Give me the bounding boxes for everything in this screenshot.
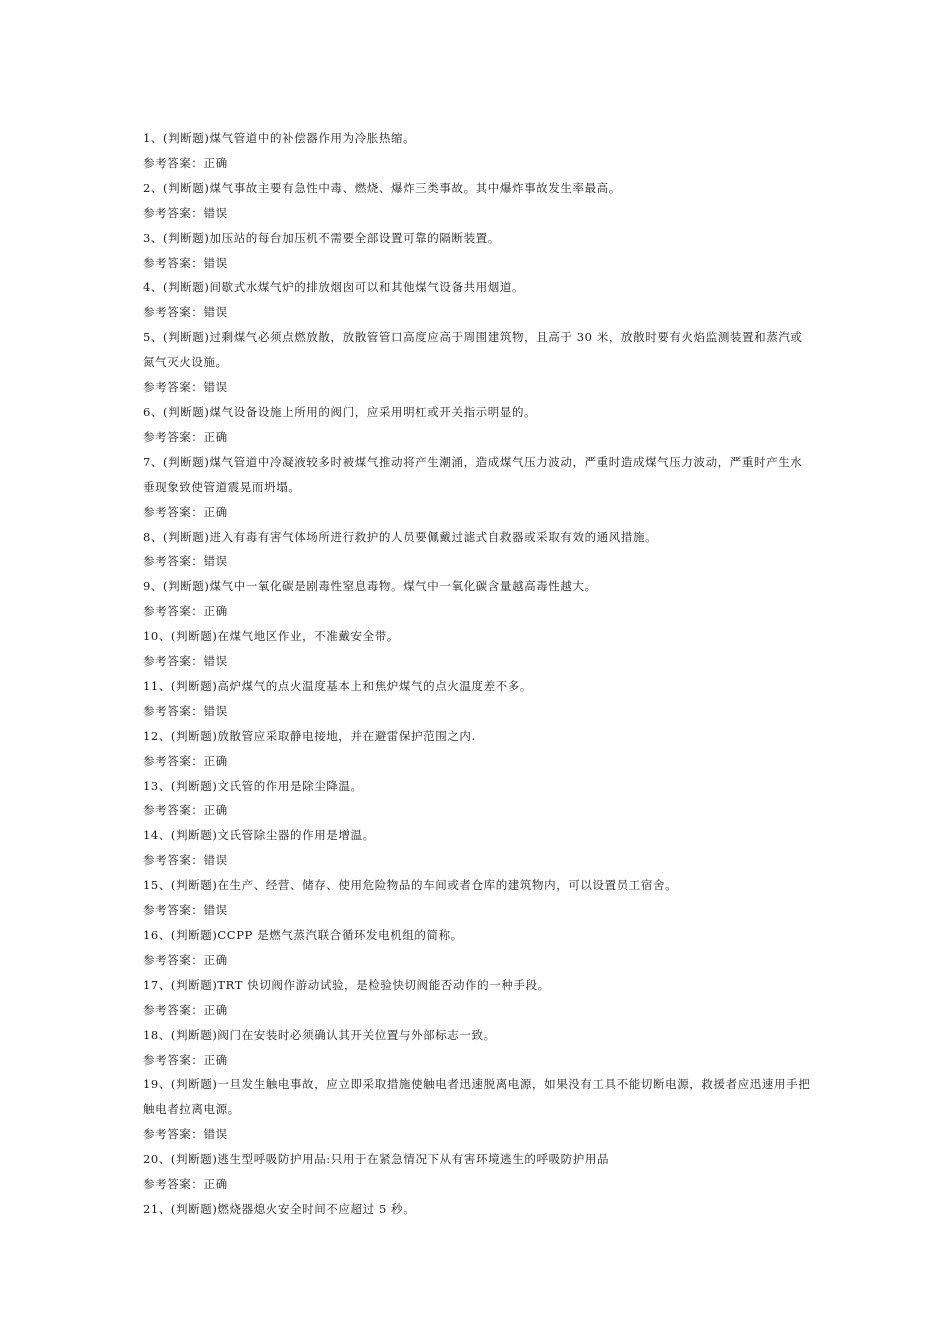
question-text: 15、(判断题)在生产、经营、储存、使用危险物品的车间或者仓库的建筑物内，可以设置员工宿舍。 — [143, 878, 678, 893]
answer-line — [143, 599, 813, 624]
answer-value: 正确 — [203, 803, 228, 818]
answer-line — [143, 848, 813, 873]
question-text: 11、(判断题)高炉煤气的点火温度基本上和焦炉煤气的点火温度差不多。 — [143, 678, 533, 693]
question-text: 7、(判断题)煤气管道中冷凝液较多时被煤气推动将产生潮涌，造成煤气压力波动，严重时造成煤气压力波动，严重时产生水垂现象致使管道震晃而坍塌。 — [143, 454, 803, 494]
answer-value: 错误 — [203, 853, 228, 868]
answer-prefix: 参考答案： — [143, 504, 204, 519]
answer-line — [143, 1172, 813, 1197]
answer-line — [143, 425, 813, 450]
answer-prefix: 参考答案： — [143, 1052, 204, 1067]
answer-line — [143, 948, 813, 973]
answer-prefix: 参考答案： — [143, 903, 204, 918]
answer-line — [143, 500, 813, 525]
answer-value: 错误 — [203, 903, 228, 918]
answer-line — [143, 649, 813, 674]
question-text: 6、(判断题)煤气设备设施上所用的阀门，应采用明杠或开关指示明显的。 — [143, 404, 537, 419]
question-text: 21、(判断题)燃烧器熄火安全时间不应超过 5 秒。 — [143, 1201, 416, 1216]
answer-value: 正确 — [203, 753, 228, 768]
question-text: 2、(判断题)煤气事故主要有急性中毒、燃烧、爆炸三类事故。其中爆炸事故发生率最高。 — [143, 180, 621, 195]
answer-line — [143, 699, 813, 724]
answer-line — [143, 300, 813, 325]
answer-value: 正确 — [203, 504, 228, 519]
question-text: 9、(判断题)煤气中一氧化碳是剧毒性窒息毒物。煤气中一氧化碳含量越高毒性越大。 — [143, 579, 597, 594]
question-text: 5、(判断题)过剩煤气必须点燃放散，放散管管口高度应高于周围建筑物，且高于 30 米，放散时要有火焰监测装置和蒸汽或氮气灭火设施。 — [143, 330, 803, 370]
question-list — [143, 126, 813, 1222]
answer-prefix: 参考答案： — [143, 952, 204, 967]
answer-prefix: 参考答案： — [143, 654, 204, 669]
answer-line — [143, 151, 813, 176]
answer-value: 错误 — [203, 380, 228, 395]
answer-prefix: 参考答案： — [143, 1127, 204, 1142]
question-text: 4、(判断题)间歇式水煤气炉的排放烟囱可以和其他煤气设备共用烟道。 — [143, 280, 525, 295]
answer-line — [143, 1048, 813, 1073]
answer-line — [143, 898, 813, 923]
answer-prefix: 参考答案： — [143, 1002, 204, 1017]
answer-value: 正确 — [203, 429, 228, 444]
answer-value: 正确 — [203, 952, 228, 967]
answer-line — [143, 749, 813, 774]
question-text: 13、(判断题)文氏管的作用是除尘降温。 — [143, 778, 363, 793]
question-text: 1、(判断题)煤气管道中的补偿器作用为冷胀热缩。 — [143, 131, 416, 145]
answer-value: 错误 — [203, 205, 228, 220]
answer-line — [143, 251, 813, 276]
question-text: 10、(判断题)在煤气地区作业，不准戴安全带。 — [143, 629, 399, 644]
question-text: 14、(判断题)文氏管除尘器的作用是增温。 — [143, 828, 375, 843]
answer-line — [143, 798, 813, 823]
answer-prefix: 参考答案： — [143, 753, 204, 768]
answer-prefix: 参考答案： — [143, 155, 204, 170]
answer-value: 错误 — [203, 255, 228, 270]
answer-line — [143, 201, 813, 226]
answer-value: 错误 — [203, 554, 228, 569]
answer-value: 错误 — [203, 654, 228, 669]
answer-value: 错误 — [203, 305, 228, 320]
answer-prefix: 参考答案： — [143, 604, 204, 619]
answer-prefix: 参考答案： — [143, 703, 204, 718]
answer-line — [143, 375, 813, 400]
answer-value: 正确 — [203, 155, 228, 170]
question-text: 8、(判断题)进入有毒有害气体场所进行救护的人员要佩戴过滤式自救器或采取有效的通风措施。 — [143, 529, 658, 544]
question-text: 17、(判断题)TRT 快切阀作游动试验，是检验快切阀能否动作的一种手段。 — [143, 977, 550, 992]
question-text: 3、(判断题)加压站的每台加压机不需要全部设置可靠的隔断装置。 — [143, 230, 500, 245]
answer-value: 正确 — [203, 1052, 228, 1067]
answer-value: 错误 — [203, 703, 228, 718]
question-text: 16、(判断题)CCPP 是燃气蒸汽联合循环发电机组的简称。 — [143, 928, 463, 942]
answer-prefix: 参考答案： — [143, 205, 204, 220]
answer-prefix: 参考答案： — [143, 429, 204, 444]
answer-line — [143, 998, 813, 1023]
answer-prefix: 参考答案： — [143, 305, 204, 320]
answer-prefix: 参考答案： — [143, 380, 204, 395]
answer-line — [143, 549, 813, 574]
question-text: 18、(判断题)阀门在安装时必须确认其开关位置与外部标志一致。 — [143, 1027, 496, 1042]
question-text: 20、(判断题)逃生型呼吸防护用品:只用于在紧急情况下从有害环境逃生的呼吸防护用品 — [143, 1152, 610, 1167]
answer-value: 错误 — [203, 1127, 228, 1142]
answer-prefix: 参考答案： — [143, 255, 204, 270]
question-text: 19、(判断题)一旦发生触电事故，应立即采取措施使触电者迅速脱离电源，如果没有工具不能切断电源，救援者应迅速用手把触电者拉离电源。 — [143, 1077, 811, 1117]
answer-prefix: 参考答案： — [143, 554, 204, 569]
answer-prefix: 参考答案： — [143, 1177, 204, 1192]
answer-value: 正确 — [203, 1002, 228, 1017]
answer-value: 正确 — [203, 604, 228, 619]
answer-value: 正确 — [203, 1177, 228, 1192]
answer-prefix: 参考答案： — [143, 803, 204, 818]
answer-line — [143, 1122, 813, 1147]
answer-prefix: 参考答案： — [143, 853, 204, 868]
question-text: 12、(判断题)放散管应采取静电接地，并在避雷保护范围之内. — [143, 728, 476, 743]
